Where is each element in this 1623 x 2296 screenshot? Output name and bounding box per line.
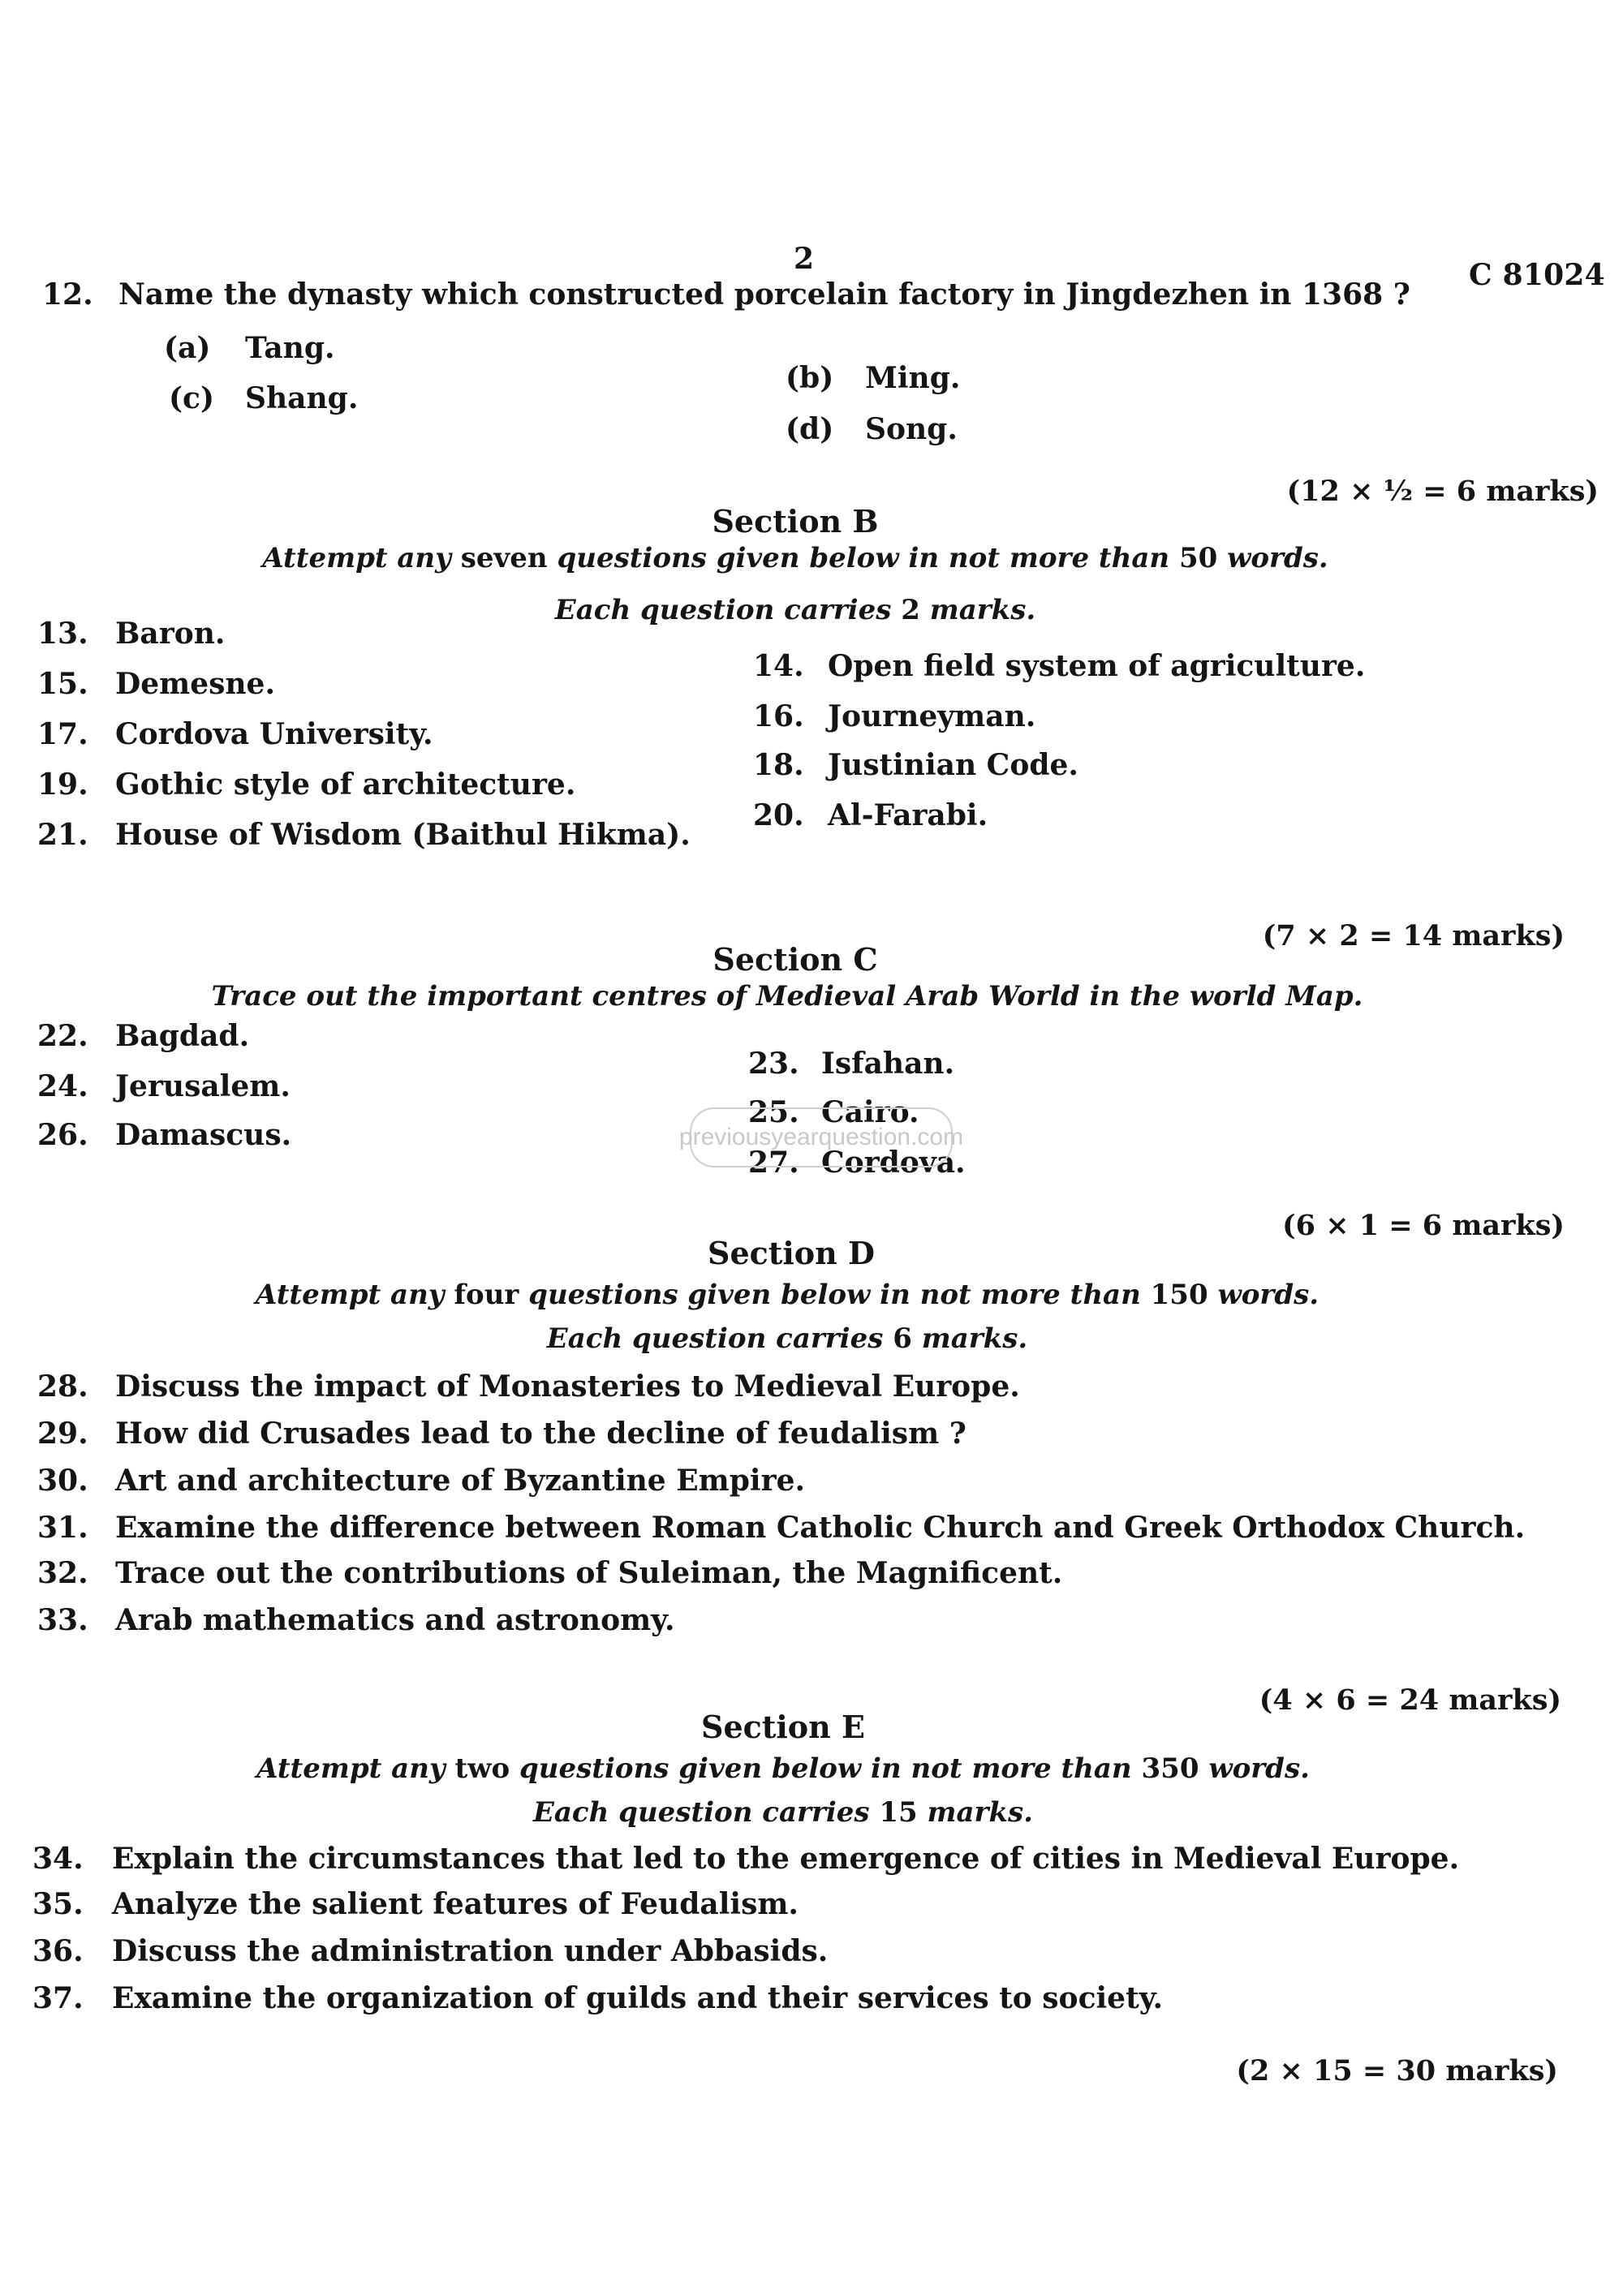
instruction-marks: 6	[893, 1322, 912, 1355]
question-12	[42, 277, 1410, 312]
watermark: previousyearquestion.com	[690, 1107, 953, 1167]
marks-q12: (12 × ½ = 6 marks)	[1286, 475, 1599, 508]
list-item	[32, 1887, 799, 1921]
instruction-words: 350	[1141, 1752, 1199, 1785]
instruction-count: four	[454, 1279, 519, 1311]
list-item	[753, 798, 988, 832]
option-label: (d)	[786, 412, 834, 446]
section-d-title: Section D	[708, 1235, 875, 1271]
item-text: Trace out the contributions of Suleiman, the Magnificent.	[115, 1556, 1063, 1590]
list-item	[32, 1934, 828, 1968]
section-d-instruction-2	[0, 1322, 1574, 1355]
item-text: Jerusalem.	[115, 1069, 291, 1103]
item-text: Examine the organization of guilds and their services to society.	[112, 1981, 1164, 2015]
option-text: Song.	[865, 412, 958, 446]
section-b-instruction-1	[0, 542, 1591, 574]
list-item	[753, 699, 1035, 733]
item-number: 23.	[748, 1047, 799, 1081]
item-text: How did Crusades lead to the decline of feudalism ?	[115, 1417, 966, 1451]
list-item	[37, 717, 433, 751]
option-c	[169, 381, 358, 415]
instruction-part: words.	[1199, 1752, 1310, 1785]
item-number: 36.	[32, 1934, 84, 1968]
item-number: 20.	[753, 798, 804, 832]
item-number: 37.	[32, 1981, 84, 2015]
instruction-part: Attempt any	[255, 1279, 454, 1311]
instruction-words: 150	[1150, 1279, 1208, 1311]
item-number: 35.	[32, 1887, 84, 1921]
list-item	[37, 767, 575, 802]
item-number: 33.	[37, 1603, 88, 1637]
instruction-part: words.	[1217, 542, 1328, 574]
item-text: House of Wisdom (Baithul Hikma).	[115, 818, 691, 852]
item-number: 15.	[37, 667, 88, 701]
instruction-count: seven	[460, 542, 548, 574]
section-d-instruction-1	[0, 1279, 1574, 1311]
item-number: 28.	[37, 1369, 88, 1404]
item-text: Cordova.	[821, 1146, 966, 1180]
list-item	[37, 617, 225, 651]
item-text: Arab mathematics and astronomy.	[115, 1603, 675, 1637]
item-text: Art and architecture of Byzantine Empire.	[115, 1464, 806, 1498]
item-number: 34.	[32, 1842, 84, 1876]
item-text: Justinian Code.	[828, 748, 1078, 782]
item-number: 21.	[37, 818, 88, 852]
marks-section-b: (7 × 2 = 14 marks)	[1262, 919, 1565, 952]
item-text: Damascus.	[115, 1118, 292, 1152]
list-item	[37, 667, 275, 701]
list-item	[37, 1069, 291, 1103]
instruction-part: marks.	[917, 1796, 1034, 1829]
section-b-title: Section B	[712, 503, 879, 540]
item-text: Cairo.	[821, 1095, 919, 1129]
list-item	[37, 1019, 249, 1053]
list-item	[37, 1369, 1020, 1404]
item-number: 32.	[37, 1556, 88, 1590]
instruction-part: questions given below in not more than	[547, 542, 1179, 574]
instruction-part: marks.	[919, 594, 1036, 626]
item-text: Baron.	[115, 617, 226, 651]
list-item	[37, 1556, 1062, 1590]
question-number: 12.	[42, 277, 93, 312]
item-number: 27.	[748, 1146, 799, 1180]
item-text: Analyze the salient features of Feudalism.	[112, 1887, 799, 1921]
option-b	[786, 361, 960, 395]
instruction-part: questions given below in not more than	[519, 1279, 1151, 1311]
paper-code: C 81024	[1469, 258, 1605, 292]
item-number: 14.	[753, 649, 804, 683]
option-text: Shang.	[245, 381, 359, 415]
item-number: 25.	[748, 1095, 799, 1129]
instruction-marks: 2	[901, 594, 920, 626]
item-number: 17.	[37, 717, 88, 751]
option-text: Ming.	[865, 361, 961, 395]
list-item	[753, 748, 1078, 782]
section-e-instruction-1	[0, 1752, 1566, 1785]
item-text: Al-Farabi.	[828, 798, 988, 832]
item-number: 19.	[37, 767, 88, 802]
marks-section-d: (4 × 6 = 24 marks)	[1259, 1683, 1561, 1717]
item-text: Explain the circumstances that led to the emergence of cities in Medieval Europe.	[112, 1842, 1460, 1876]
instruction-part: Each question carries	[554, 594, 902, 626]
section-e-title: Section E	[701, 1709, 865, 1745]
item-text: Examine the difference between Roman Catholic Church and Greek Orthodox Church.	[115, 1511, 1526, 1545]
list-item	[32, 1842, 1459, 1876]
item-number: 24.	[37, 1069, 88, 1103]
page-number: 2	[794, 242, 815, 276]
option-a	[164, 331, 335, 365]
list-item	[32, 1981, 1163, 2015]
list-item	[37, 1511, 1525, 1545]
item-number: 18.	[753, 748, 804, 782]
list-item	[37, 1417, 966, 1451]
list-item	[748, 1047, 954, 1081]
instruction-part: Each question carries	[532, 1796, 880, 1829]
list-item	[37, 1603, 675, 1637]
section-c-instruction: Trace out the important centres of Medieval Arab World in the world Map.	[211, 980, 1363, 1013]
instruction-words: 50	[1178, 542, 1218, 574]
item-text: Journeyman.	[828, 699, 1036, 733]
list-item	[37, 1464, 805, 1498]
item-text: Gothic style of architecture.	[115, 767, 576, 802]
item-text: Open field system of agriculture.	[828, 649, 1366, 683]
item-number: 29.	[37, 1417, 88, 1451]
instruction-count: two	[454, 1752, 510, 1785]
question-text: Name the dynasty which constructed porcelain factory in Jingdezhen in 1368 ?	[118, 277, 1410, 312]
option-label: (a)	[164, 331, 211, 365]
instruction-part: marks.	[911, 1322, 1028, 1355]
item-number: 26.	[37, 1118, 88, 1152]
option-label: (c)	[169, 381, 214, 415]
item-text: Bagdad.	[115, 1019, 250, 1053]
item-text: Isfahan.	[821, 1047, 955, 1081]
instruction-part: Each question carries	[546, 1322, 893, 1355]
item-number: 16.	[753, 699, 804, 733]
instruction-part: Attempt any	[262, 542, 461, 574]
item-text: Discuss the impact of Monasteries to Medieval Europe.	[115, 1369, 1020, 1404]
item-text: Discuss the administration under Abbasids.	[112, 1934, 829, 1968]
instruction-part: questions given below in not more than	[510, 1752, 1142, 1785]
instruction-part: words.	[1208, 1279, 1319, 1311]
item-number: 22.	[37, 1019, 88, 1053]
list-item	[37, 818, 691, 852]
instruction-part: Attempt any	[256, 1752, 455, 1785]
option-label: (b)	[786, 361, 834, 395]
section-e-instruction-2	[0, 1796, 1566, 1829]
marks-section-c: (6 × 1 = 6 marks)	[1282, 1209, 1565, 1242]
item-number: 31.	[37, 1511, 88, 1545]
marks-section-e: (2 × 15 = 30 marks)	[1236, 2054, 1558, 2087]
item-number: 30.	[37, 1464, 88, 1498]
item-number: 13.	[37, 617, 88, 651]
item-text: Cordova University.	[115, 717, 433, 751]
option-d	[786, 412, 958, 446]
option-text: Tang.	[245, 331, 335, 365]
section-b-instruction-2	[0, 594, 1591, 626]
list-item	[753, 649, 1365, 683]
list-item	[37, 1118, 291, 1152]
item-text: Demesne.	[115, 667, 275, 701]
section-c-title: Section C	[712, 941, 878, 978]
instruction-marks: 15	[879, 1796, 918, 1829]
